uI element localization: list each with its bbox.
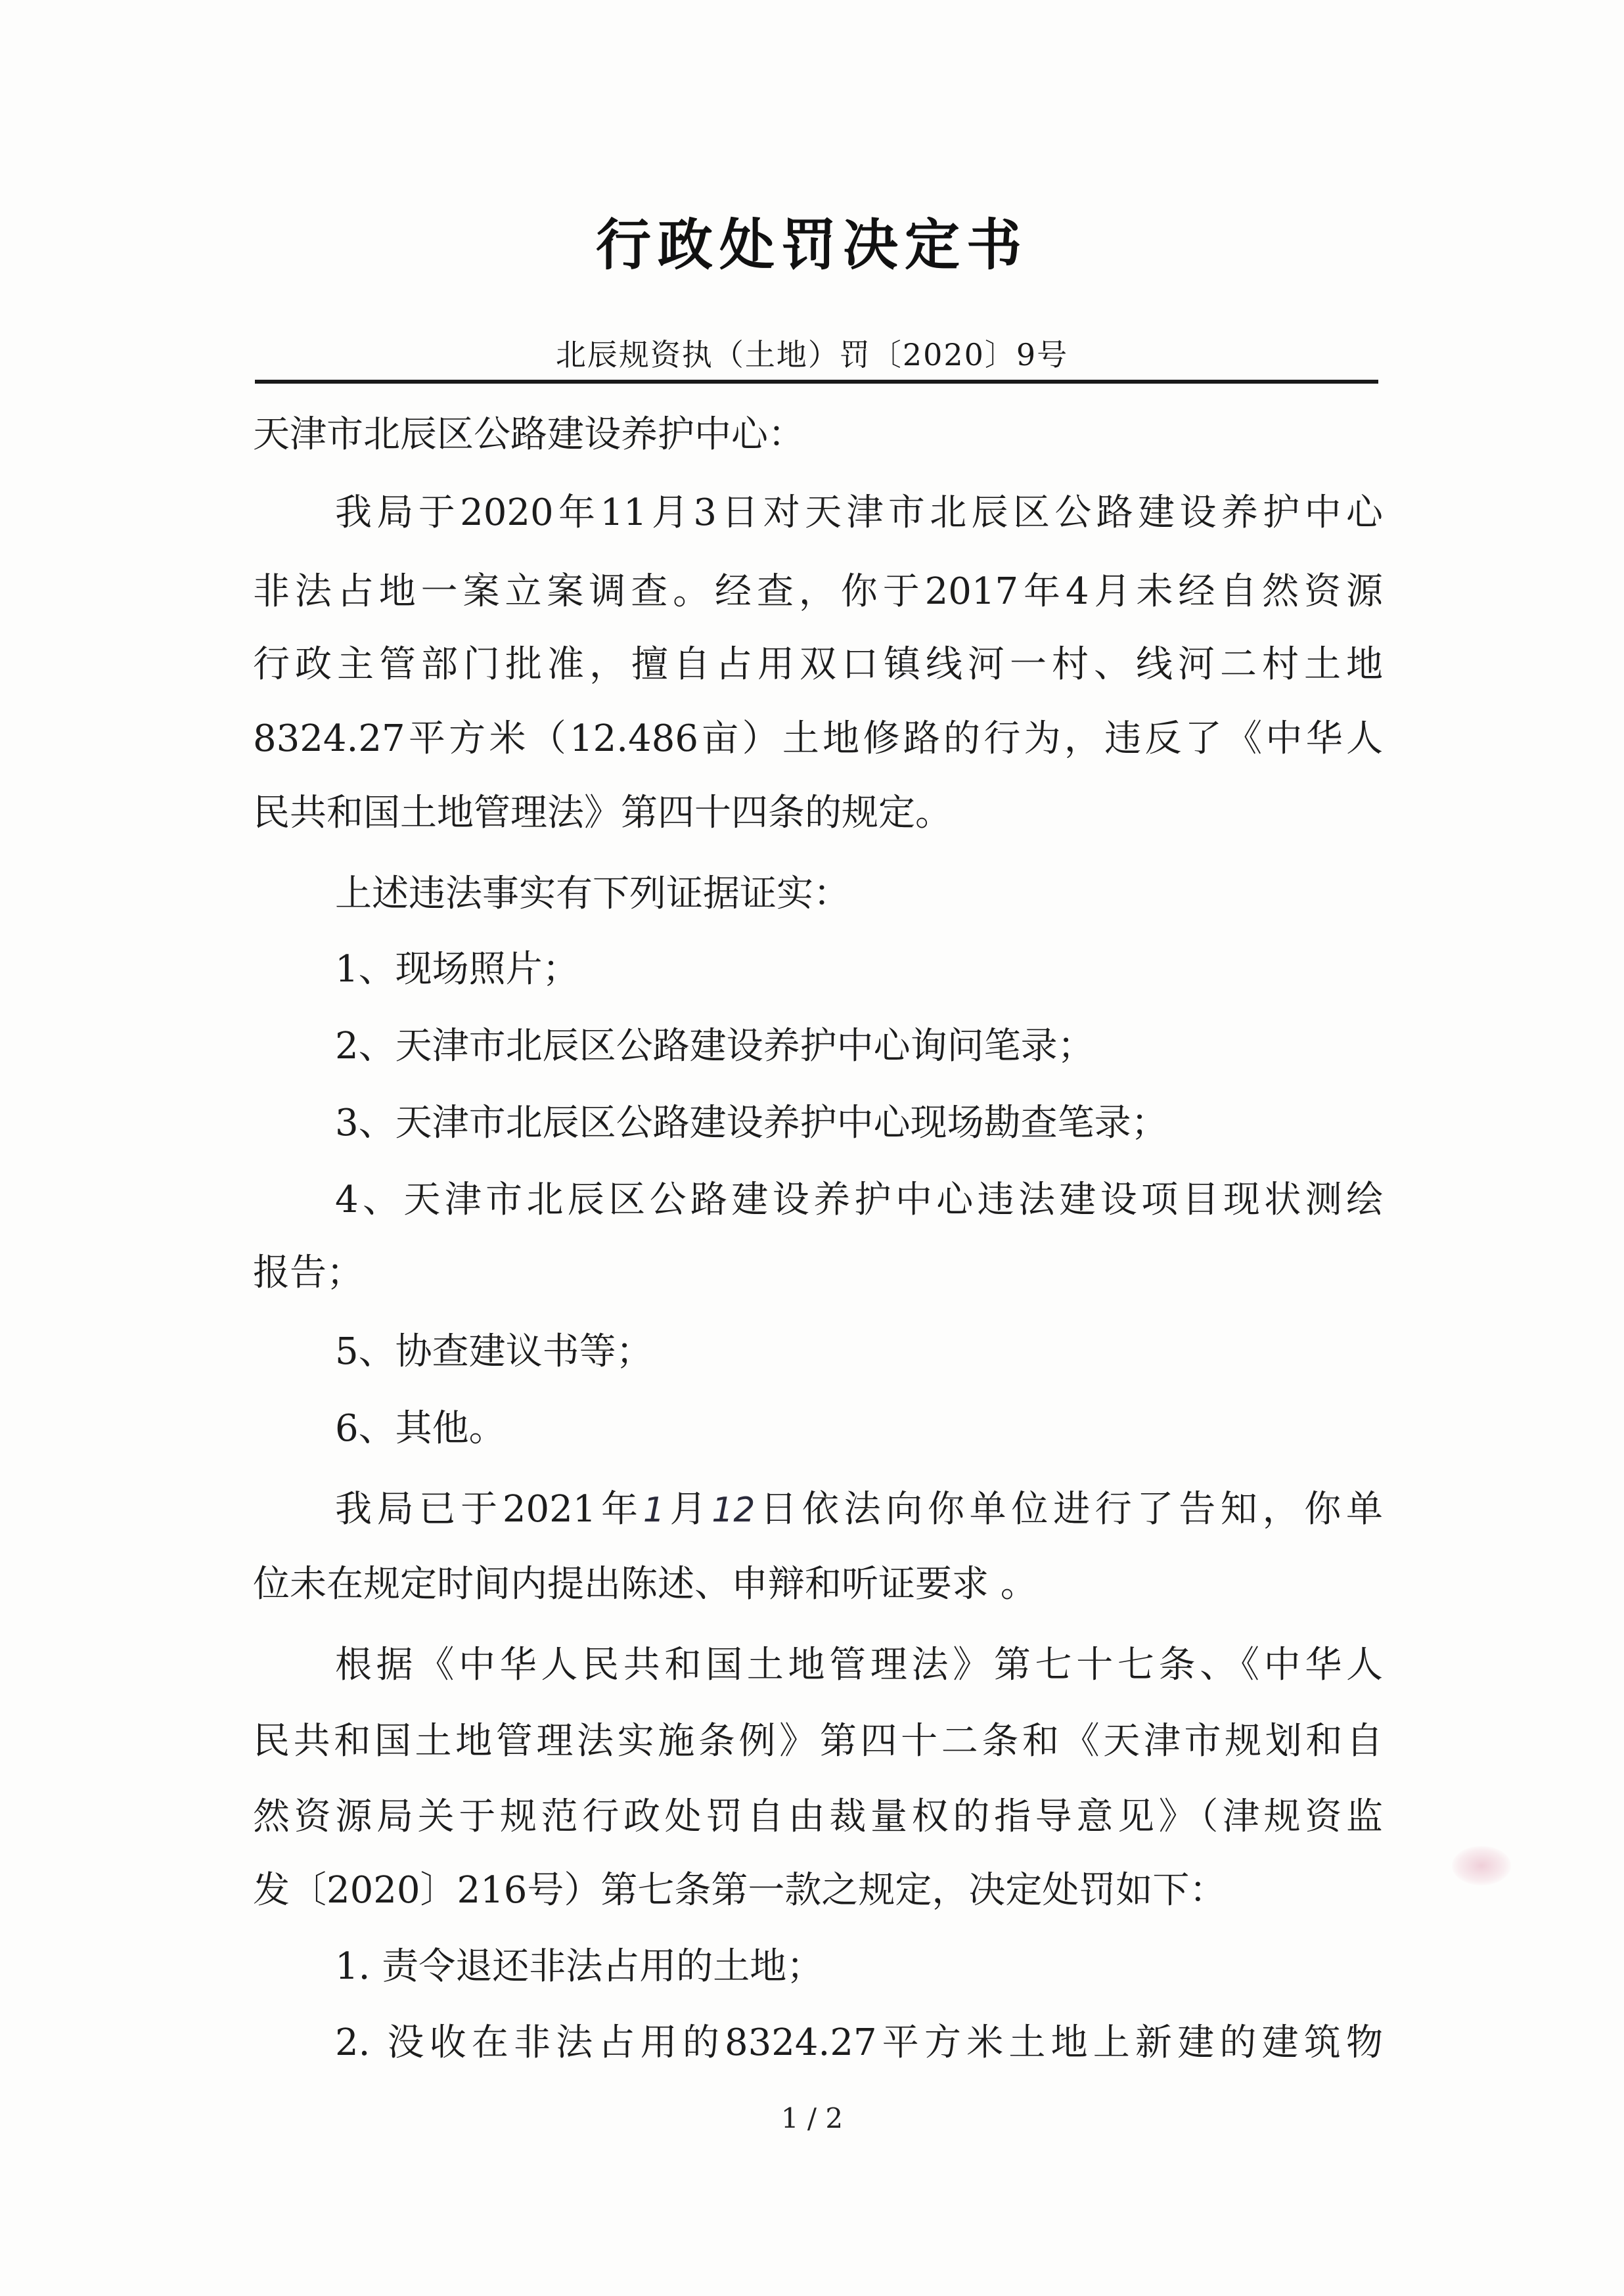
paragraph-line: 民共和国土地管理法》第四十四条的规定。 [253, 792, 952, 834]
document-number: 北辰规资执（土地）罚〔2020〕9号 [555, 337, 1069, 372]
evidence-item: 2、天津市北辰区公路建设养护中心询问笔录； [335, 1025, 1094, 1068]
penalty-item: 1. 责令退还非法占用的土地； [335, 1945, 824, 1988]
evidence-item: 3、天津市北辰区公路建设养护中心现场勘查笔录； [335, 1102, 1168, 1144]
evidence-item: 5、协查建议书等； [335, 1330, 653, 1373]
basis-line: 根据《中华人民共和国土地管理法》第七十七条、《中华人 [335, 1644, 1383, 1686]
evidence-item: 1、现场照片； [335, 948, 579, 991]
paragraph-line: 非法占地一案立案调查。经查，你于2017年4月未经自然资源 [253, 570, 1383, 613]
evidence-item: 4、天津市北辰区公路建设养护中心违法建设项目现状测绘 [335, 1179, 1383, 1221]
paragraph-line: 8324.27平方米（12.486亩）土地修路的行为，违反了《中华人 [253, 717, 1383, 760]
evidence-intro: 上述违法事实有下列证据证实： [335, 872, 850, 915]
basis-line: 然资源局关于规范行政处罚自由裁量权的指导意见》（津规资监 [253, 1795, 1383, 1838]
basis-line: 民共和国土地管理法实施条例》第四十二条和《天津市规划和自 [253, 1720, 1383, 1763]
penalty-item: 2. 没收在非法占用的8324.27平方米土地上新建的建筑物 [335, 2021, 1383, 2064]
notice-text: 月 [664, 1488, 712, 1531]
notice-text: 日依法向你单位进行了告知，你单 [755, 1488, 1384, 1531]
header-divider [255, 380, 1378, 384]
notice-line [335, 1483, 1383, 1537]
handwritten-month: 1 [643, 1491, 665, 1530]
notice-line: 位未在规定时间内提出陈述、申辩和听证要求 。 [253, 1563, 1037, 1606]
page-indicator: 1 / 2 [780, 2102, 844, 2134]
paragraph-line: 行政主管部门批准，擅自占用双口镇线河一村、线河二村土地 [253, 643, 1383, 686]
document-title: 行政处罚决定书 [595, 212, 1028, 277]
evidence-item: 6、其他。 [335, 1407, 506, 1450]
paragraph-line: 我局于2020年11月3日对天津市北辰区公路建设养护中心 [335, 491, 1383, 534]
handwritten-day: 12 [711, 1491, 756, 1530]
seal-mark [1452, 1846, 1511, 1885]
evidence-item: 报告； [253, 1251, 363, 1294]
basis-line: 发〔2020〕216号）第七条第一款之规定，决定处罚如下： [253, 1869, 1227, 1912]
notice-text: 我局已于2021年 [335, 1488, 643, 1531]
addressee: 天津市北辰区公路建设养护中心： [253, 413, 805, 456]
